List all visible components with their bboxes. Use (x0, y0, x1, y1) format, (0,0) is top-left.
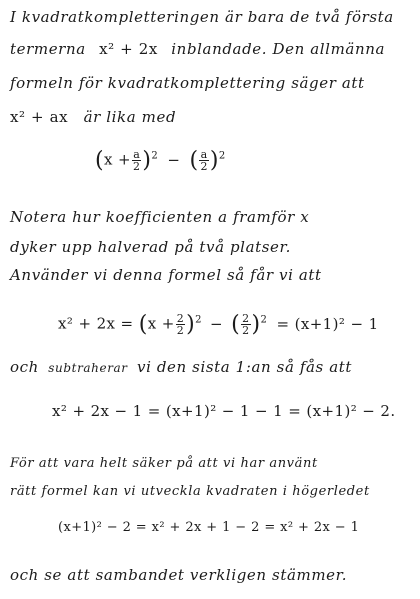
math-inline: x² + 2x (99, 40, 158, 58)
equation-result: x² + 2x − 1 = (x+1)² − 1 − 1 = (x+1)² − 2. (52, 402, 396, 420)
text-fragment: är lika med (83, 108, 177, 126)
text-line: dyker upp halverad på två platser. (10, 238, 292, 256)
equation-general-formula: (x + $\frac{a}{2}$ )$^2$ − ( $\frac{a}{2}$ )$^2$ (95, 148, 226, 173)
text-line: För att vara helt säker på att vi har använt (10, 456, 318, 471)
text-line: formeln för kvadratkomplettering säger att (10, 74, 365, 92)
equation-applied-formula: x² + 2x = (x + $\frac{2}{2}$ )$^2$ − ( $\frac{2}{2}$ )$^2$ = (x+1)² − 1 (58, 312, 379, 337)
text-line: rätt formel kan vi utveckla kvadraten i högerledet (10, 484, 370, 499)
text-line: Notera hur koefficienten a framför x (10, 208, 310, 226)
text-fragment: termerna (10, 40, 86, 58)
text-line: Använder vi denna formel så får vi att (10, 266, 322, 284)
text-fragment: subtraherar (48, 361, 128, 375)
equation-verification: (x+1)² − 2 = x² + 2x + 1 − 2 = x² + 2x − 1 (58, 520, 360, 535)
text-line: I kvadratkompletteringen är bara de två första (10, 8, 394, 26)
text-line (10, 40, 385, 58)
text-fragment: vi den sista 1:an så fås att (137, 358, 353, 376)
text-fragment: och (10, 358, 39, 376)
text-line: och se att sambandet verkligen stämmer. (10, 566, 348, 584)
text-line (10, 108, 176, 126)
math-inline: x² + ax (10, 108, 69, 126)
text-line (10, 358, 352, 376)
text-fragment: inblandade. Den allmänna (171, 40, 386, 58)
